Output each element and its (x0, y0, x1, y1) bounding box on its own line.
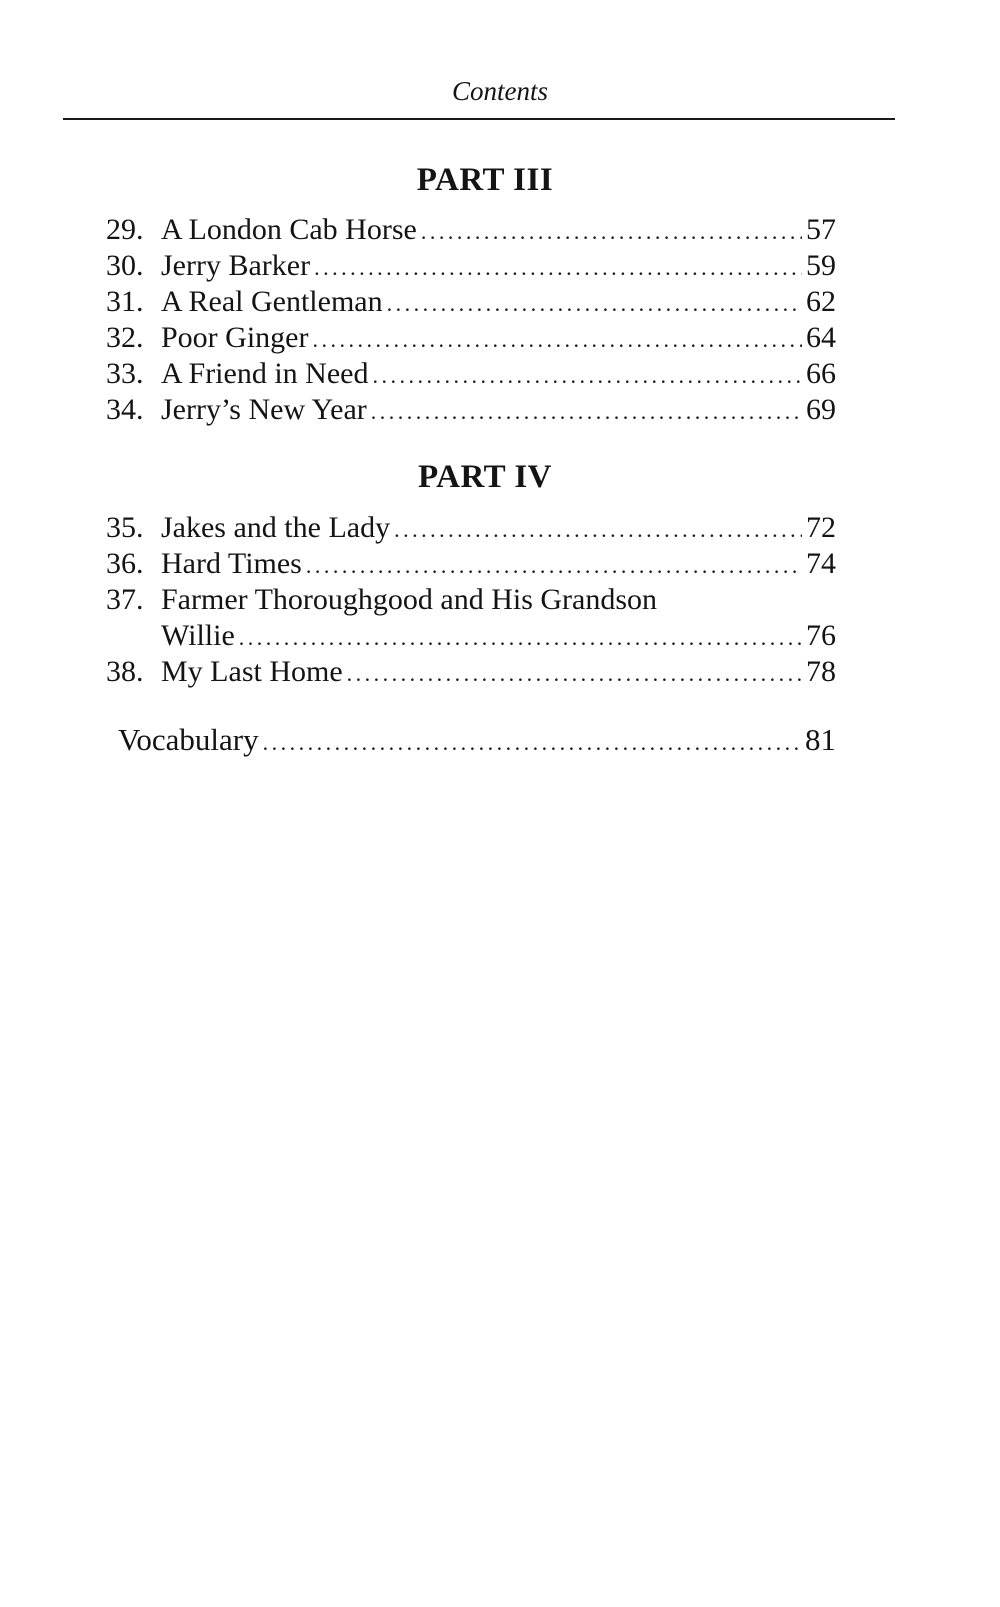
dot-leader (347, 656, 802, 692)
toc-entry[interactable] (106, 546, 836, 582)
part-4-entries (106, 510, 836, 690)
dot-leader (306, 548, 802, 584)
toc-entry[interactable] (106, 510, 836, 546)
page-number: 69 (806, 393, 836, 426)
chapter-title: A Real Gentleman (161, 285, 383, 318)
dot-leader (314, 250, 802, 286)
dot-leader (312, 322, 802, 358)
chapter-title: Jerry’s New Year (161, 393, 367, 426)
toc-entry[interactable] (106, 582, 836, 654)
chapter-number: 30. (106, 249, 144, 282)
chapter-number: 31. (106, 285, 144, 318)
chapter-number: 38. (106, 655, 144, 688)
chapter-title-continued: Willie (161, 619, 235, 652)
chapter-title: Jakes and the Lady (161, 511, 391, 544)
toc-entry[interactable] (106, 320, 836, 356)
chapter-title: Hard Times (161, 547, 302, 580)
toc-entry[interactable] (106, 392, 836, 428)
dot-leader (372, 358, 802, 394)
chapter-number: 34. (106, 393, 144, 426)
page-number: 74 (806, 547, 836, 580)
vocabulary-title: Vocabulary (118, 722, 259, 757)
toc-entry[interactable] (106, 654, 836, 690)
dot-leader (263, 725, 801, 761)
toc-entry-first-line (106, 582, 836, 618)
toc-entry[interactable] (106, 212, 836, 248)
dot-leader (239, 620, 802, 656)
toc-entry[interactable] (106, 248, 836, 284)
page-number: 76 (806, 619, 836, 652)
page-number: 66 (806, 357, 836, 390)
dot-leader (387, 286, 802, 322)
dot-leader (394, 512, 802, 548)
part-3-heading: PART III (416, 162, 554, 198)
chapter-number: 36. (106, 547, 144, 580)
chapter-title: Jerry Barker (161, 249, 311, 282)
chapter-title: Farmer Thoroughgood and His Grandson (161, 583, 658, 616)
chapter-number: 33. (106, 357, 144, 390)
toc-entry[interactable] (106, 284, 836, 320)
toc-entry-continuation (106, 618, 836, 654)
chapter-title: Poor Ginger (161, 321, 309, 354)
chapter-title: A London Cab Horse (161, 213, 417, 246)
chapter-number: 35. (106, 511, 144, 544)
chapter-number: 32. (106, 321, 144, 354)
part-4-heading: PART IV (417, 459, 553, 495)
toc-entry[interactable] (106, 356, 836, 392)
chapter-title: A Friend in Need (161, 357, 369, 390)
page-number: 72 (806, 511, 836, 544)
dot-leader (371, 394, 802, 430)
chapter-title: My Last Home (161, 655, 343, 688)
page-number: 78 (806, 655, 836, 688)
page-number: 57 (806, 213, 836, 246)
chapter-number: 37. (106, 583, 144, 616)
page-number: 64 (806, 321, 836, 354)
chapter-number: 29. (106, 213, 144, 246)
header-rule (63, 118, 895, 120)
part-3-entries (106, 212, 836, 428)
running-head: Contents (451, 76, 548, 106)
page-number: 81 (805, 722, 836, 757)
page-number: 59 (806, 249, 836, 282)
vocabulary-entry[interactable] (118, 722, 836, 758)
page-number: 62 (806, 285, 836, 318)
dot-leader (421, 214, 802, 250)
vocabulary-entry-wrapper (118, 722, 836, 758)
